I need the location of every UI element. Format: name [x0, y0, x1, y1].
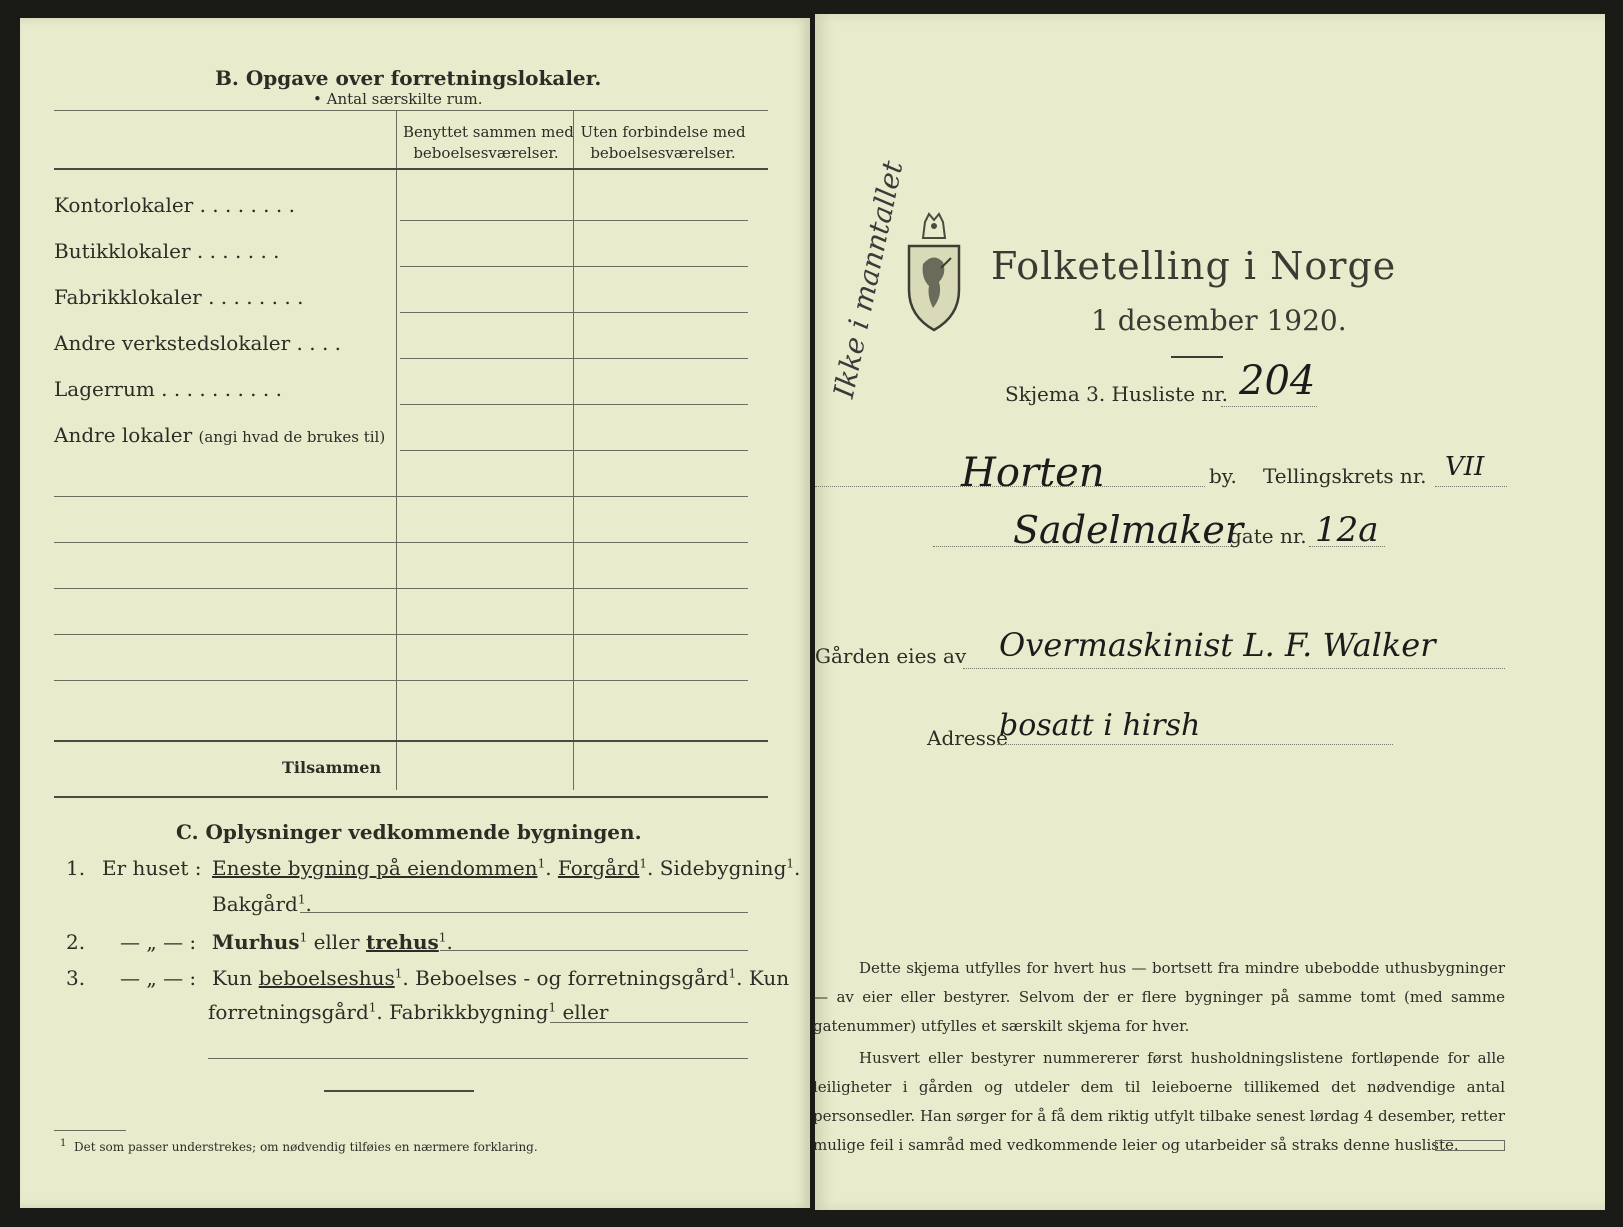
footnote-marker: 1 — [368, 1000, 377, 1015]
form-title: Folketelling i Norge — [991, 244, 1397, 288]
c1-label: Er huset : — [102, 856, 202, 880]
row-andre-verksteds: Andre verkstedslokaler . . . . — [54, 331, 342, 355]
printer-stamp — [1435, 1140, 1505, 1151]
c2-dash: — „ — : — [120, 930, 197, 954]
footnote-marker: 1 — [297, 892, 306, 907]
row-line — [400, 404, 748, 405]
gate-label: gate nr. — [1229, 524, 1307, 548]
row-line — [400, 312, 748, 313]
row-line — [54, 634, 748, 635]
fill-line — [815, 486, 1205, 487]
fill-line — [1221, 406, 1317, 407]
section-b-title: B. Opgave over forretningslokaler. — [215, 66, 602, 90]
gate-nr-value: 12a — [1315, 510, 1379, 550]
adresse-label: Adresse — [927, 726, 1009, 750]
col2-header-line1: Uten forbindelse med — [580, 123, 746, 141]
form-date: 1 desember 1920. — [1091, 304, 1347, 337]
c2-opt-murhus: Murhus — [212, 930, 300, 954]
c1-opt-eneste: Eneste bygning på eiendommen — [212, 856, 538, 880]
footnote-marker: 1 — [728, 966, 737, 981]
section-end-rule — [324, 1090, 474, 1092]
row-line — [54, 542, 748, 543]
fill-line — [963, 668, 1505, 669]
c3-line2: forretningsgård$^1$. Fabrikkbygning$^1$ eller — [208, 1000, 609, 1024]
footnote-rule — [54, 1130, 126, 1131]
fill-line — [1309, 546, 1385, 547]
row-line — [400, 358, 748, 359]
footnote-text: Det som passer understrekes; om nødvendig tilføies en nærmere forklaring. — [74, 1140, 538, 1154]
total-rule — [54, 740, 768, 742]
c3-number: 3. — [66, 966, 86, 990]
fill-line — [1435, 486, 1507, 487]
c2-opt-trehus: trehus — [365, 930, 439, 954]
table-col-divider-1 — [396, 110, 397, 790]
margin-handwritten-note: Ikke i manntallet — [827, 157, 910, 401]
footnote-marker: 1 — [537, 856, 546, 871]
footnote — [60, 1138, 538, 1154]
footnote-marker: 1 — [548, 1000, 557, 1015]
by-value: Horten — [961, 450, 1105, 496]
c3-opt-beb-forr: Beboelses - og forretningsgård — [415, 966, 729, 990]
c3-kun-2: Kun — [748, 966, 790, 990]
section-b-subtitle: • Antal særskilte rum. — [313, 90, 483, 108]
section-c-title: C. Oplysninger vedkommende bygningen. — [176, 820, 642, 844]
table-bottom-rule — [54, 796, 768, 798]
fill-line — [997, 744, 1393, 745]
instructions-paragraph-2: Husvert eller bestyrer nummererer først husholdningslistene fortløpende for alle leiligheter i gården og utdeler dem til leieboerne tillikemed det nødvendige antal personsedler. Han sørger for å få dem riktig utfylt tilbake senest lørdag 4 desember, retter mulige feil i samråd med vedkommende leier og utarbeider så straks denne husliste. — [813, 1049, 1505, 1154]
eier-label: Gården eies av — [815, 644, 967, 668]
left-page — [20, 18, 810, 1208]
row-line — [400, 450, 748, 451]
row-line — [54, 588, 748, 589]
c1-opt-bakgard-wrap: Bakgård$^1$. — [212, 892, 312, 916]
footnote-marker: 1 — [394, 966, 403, 981]
c3-dash: — „ — : — [120, 966, 197, 990]
skjema-label: Skjema 3. Husliste nr. — [1005, 382, 1229, 406]
eier-value: Overmaskinist L. F. Walker — [999, 626, 1436, 664]
fill-line — [933, 546, 1233, 547]
c3-kun: Kun — [212, 966, 253, 990]
table-top-rule — [54, 110, 768, 111]
row-line — [400, 266, 748, 267]
husliste-nr-value: 204 — [1239, 358, 1316, 404]
col2-header-line2: beboelsesværelser. — [590, 144, 736, 162]
c1-opt-forgard: Forgård — [557, 856, 640, 880]
by-label: by. — [1209, 464, 1237, 488]
gate-value: Sadelmaker — [1013, 508, 1244, 552]
footnote-marker: 1 — [60, 1138, 67, 1149]
c2-number: 2. — [66, 930, 86, 954]
header-rule — [54, 168, 768, 170]
c1-options: Eneste bygning på eiendommen$^1$. Forgård$^1$. Sidebygning$^1$. — [212, 856, 801, 880]
fill-line — [208, 1058, 748, 1059]
row-andre-lokaler: Andre lokaler (angi hvad de brukes til) — [54, 423, 386, 447]
row-line — [54, 496, 748, 497]
title-rule — [1171, 356, 1223, 358]
c1-opt-sidebygning: Sidebygning — [659, 856, 787, 880]
instructions-paragraph-1: Dette skjema utfylles for hvert hus — bortsett fra mindre ubebodde uthusbygninger — av eier eller bestyrer. Selvom der er flere bygninger på samme tomt (med samme gatenummer) utfylles et særskilt skjema for hver. — [813, 959, 1505, 1035]
c3-opt-beboelseshus: beboelseshus — [258, 966, 395, 990]
c2-options: Murhus$^1$ eller trehus$^1$. — [212, 930, 453, 954]
col1-header-line1: Benyttet sammen med — [403, 123, 574, 141]
c3-opt-forretningsgard: forretningsgård — [208, 1000, 369, 1024]
total-label: Tilsammen — [282, 758, 382, 777]
andre-lokaler-note: (angi hvad de brukes til) — [198, 428, 386, 446]
c2-eller: eller — [313, 930, 360, 954]
row-line — [400, 220, 748, 221]
fill-line — [440, 950, 748, 951]
row-kontorlokaler: Kontorlokaler . . . . . . . . — [54, 193, 295, 217]
row-lagerrum: Lagerrum . . . . . . . . . . — [54, 377, 282, 401]
right-page — [815, 14, 1605, 1210]
footnote-marker: 1 — [299, 930, 308, 945]
footnote-marker: 1 — [786, 856, 795, 871]
row-line — [54, 680, 748, 681]
c3-options: Kun beboelseshus$^1$. Beboelses - og forretningsgård$^1$. Kun — [212, 966, 790, 990]
adresse-value: bosatt i hirsh — [999, 708, 1201, 743]
krets-value: VII — [1445, 452, 1485, 482]
footnote-marker: 1 — [438, 930, 447, 945]
row-butikklokaler: Butikklokaler . . . . . . . — [54, 239, 280, 263]
coat-of-arms-icon — [903, 212, 965, 334]
row-fabrikklokaler: Fabrikklokaler . . . . . . . . — [54, 285, 304, 309]
c1-number: 1. — [66, 856, 86, 880]
c1-opt-bakgard: Bakgård — [212, 892, 298, 916]
c3-eller: eller — [562, 1000, 609, 1024]
krets-label: Tellingskrets nr. — [1263, 464, 1427, 488]
c3-opt-fabrikkbygning: Fabrikkbygning — [389, 1000, 549, 1024]
footnote-marker: 1 — [639, 856, 648, 871]
fill-line — [300, 912, 748, 913]
fill-line — [550, 1022, 748, 1023]
col1-header-line2: beboelsesværelser. — [413, 144, 559, 162]
